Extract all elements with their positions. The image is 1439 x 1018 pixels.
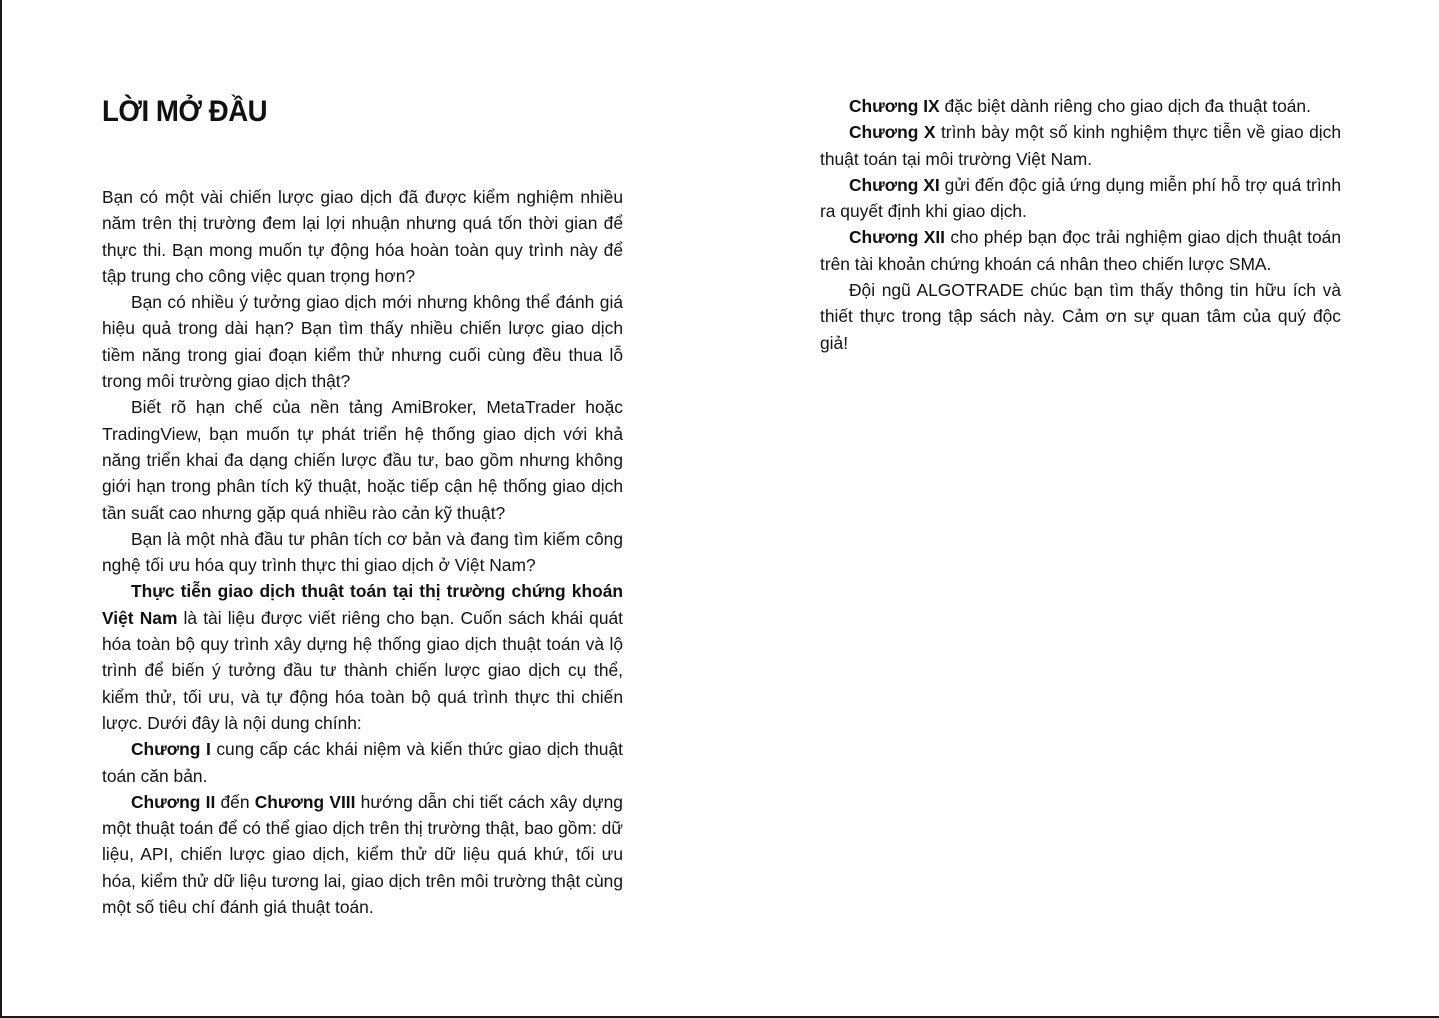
paragraph-text: trình bày một số kinh nghiệm thực tiễn về giao dịch thuật toán tại môi trường Việt Nam. [820, 122, 1342, 169]
page-title: LỜI MỞ ĐẦU [102, 95, 268, 128]
chapter-label: Chương IX [849, 96, 940, 116]
paragraph [820, 119, 1341, 172]
paragraph-text: cho phép bạn đọc trải nghiệm giao dịch thuật toán trên tài khoản chứng khoán cá nhân theo chiến lược SMA. [820, 227, 1341, 274]
paragraph-text: hướng dẫn chi tiết cách xây dựng một thuật toán để có thể giao dịch trên thị trường thật, bao gồm: dữ liệu, API, chiến lược giao dịch, kiểm thử dữ liệu quá khứ, tối ưu hóa, kiểm thử dữ liệu tương lai, giao dịch trên môi trường thật cùng một số tiêu chí đánh giá thuật toán. [102, 791, 623, 918]
paragraph [820, 93, 1341, 119]
paragraph: Bạn là một nhà đầu tư phân tích cơ bản và đang tìm kiếm công nghệ tối ưu hóa quy trình thực thi giao dịch ở Việt Nam? [102, 528, 623, 576]
paragraph [820, 224, 1341, 277]
paragraph-text: gửi đến độc giả ứng dụng miễn phí hỗ trợ quá trình ra quyết định khi giao dịch. [820, 174, 1341, 222]
right-column [820, 93, 1341, 356]
paragraph-text: đến [215, 791, 255, 812]
paragraph [102, 578, 623, 736]
paragraph: Biết rõ hạn chế của nền tảng AmiBroker, MetaTrader hoặc TradingView, bạn muốn tự phát triển hệ thống giao dịch với khả năng triển khai đa dạng chiến lược đầu tư, bao gồm nhưng không giới hạn trong phân tích kỹ thuật, hoặc tiếp cận hệ thống giao dịch tần suất cao nhưng gặp quá nhiều rào cản kỹ thuật? [102, 397, 623, 523]
paragraph [102, 789, 623, 920]
chapter-label: Chương VIII [254, 791, 356, 812]
chapter-label: Chương II [131, 791, 216, 812]
chapter-label: Chương XII [849, 227, 946, 248]
paragraph: Bạn có một vài chiến lược giao dịch đã được kiểm nghiệm nhiều năm trên thị trường đem lại lợi nhuận nhưng quá tốn thời gian để thực thi. Bạn mong muốn tự động hóa hoàn toàn quy trình này để tập trung cho công việc quan trọng hơn? [102, 187, 623, 286]
paragraph: Bạn có nhiều ý tưởng giao dịch mới nhưng không thể đánh giá hiệu quả trong dài hạn? Bạn tìm thấy nhiều chiến lược giao dịch tiềm năng trong giai đoạn kiểm thử nhưng cuối cùng đều thua lỗ trong môi trường giao dịch thật? [102, 292, 623, 392]
chapter-label: Chương I [131, 739, 211, 760]
book-title-bold: Thực tiễn giao dịch thuật toán tại thị trường chứng khoán Việt Nam [102, 581, 623, 628]
paragraph-text: đặc biệt dành riêng cho giao dịch đa thuật toán. [939, 96, 1311, 116]
paragraph-text: cung cấp các khái niệm và kiến thức giao dịch thuật toán căn bản. [102, 739, 623, 786]
chapter-label: Chương X [849, 122, 936, 143]
chapter-label: Chương XI [849, 174, 940, 195]
paragraph-text: là tài liệu được viết riêng cho bạn. Cuốn sách khái quát hóa toàn bộ quy trình xây dựng hệ thống giao dịch thuật toán và lộ trình để biến ý tưởng đầu tư thành chiến lược giao dịch cụ thể, kiểm thử, tối ưu, và tự động hóa toàn bộ quá trình thực thi chiến lược. Dưới đây là nội dung chính: [102, 607, 623, 733]
paragraph: Đội ngũ ALGOTRADE chúc bạn tìm thấy thông tin hữu ích và thiết thực trong tập sách này. Cảm ơn sự quan tâm của quý độc giả! [820, 280, 1341, 353]
left-column [102, 184, 623, 920]
paragraph [820, 172, 1341, 225]
paragraph [102, 736, 623, 789]
